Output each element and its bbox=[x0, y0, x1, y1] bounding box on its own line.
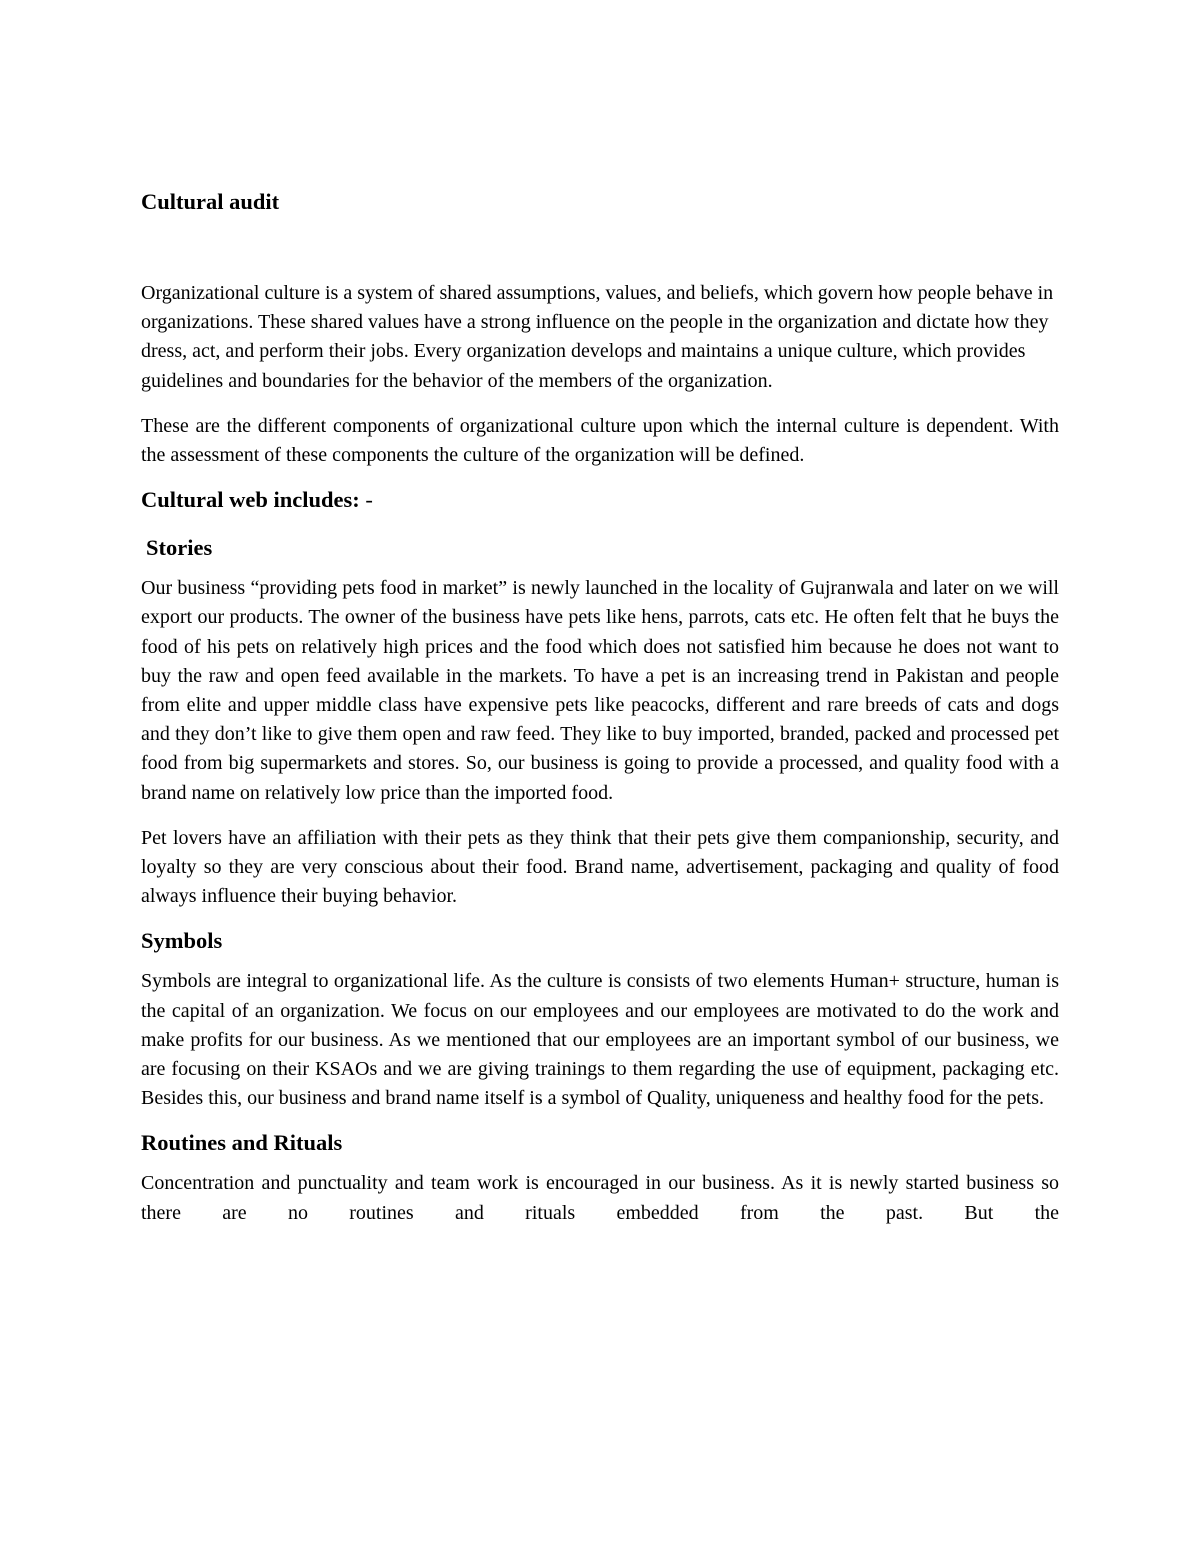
cultural-web-heading-suffix: - bbox=[359, 487, 373, 513]
routines-heading: Routines and Rituals bbox=[141, 1130, 343, 1156]
document-title: Cultural audit bbox=[141, 189, 280, 214]
cultural-web-heading bbox=[141, 484, 1059, 516]
cultural-web-heading-text: Cultural web includes: bbox=[141, 487, 360, 513]
stories-paragraph-2: Pet lovers have an affiliation with their pets as they think that their pets give them companionship, security, and loyalty so they are very conscious about their food. Brand name, advertisement, packaging and quality of food always influence their buying behavior. bbox=[141, 826, 1059, 908]
symbols-heading: Symbols bbox=[141, 928, 223, 954]
intro-paragraph-2: These are the different components of organizational culture upon which the internal culture is dependent. With the assessment of these components the culture of the organization will be defined. bbox=[141, 414, 1059, 467]
symbols-paragraph-1: Symbols are integral to organizational life. As the culture is consists of two elements Human+ structure, human is the capital of an organization. We focus on our employees and our employees are motivated to do the work and make profits for our business. As we mentioned that our employees are an important symbol of our business, we are focusing on their KSAOs and we are giving trainings to them regarding the use of equipment, packaging etc. Besides this, our business and brand name itself is a symbol of Quality, uniqueness and healthy food for the pets. bbox=[141, 970, 1059, 1110]
document-body bbox=[141, 186, 1059, 1228]
stories-heading: Stories bbox=[146, 535, 213, 561]
intro-paragraph-1: Organizational culture is a system of shared assumptions, values, and beliefs, which govern how people behave in organizations. These shared values have a strong influence on the people in the organization and dictate how they dress, act, and perform their jobs. Every organization develops and maintains a unique culture, which provides guidelines and boundaries for the behavior of the members of the organization. bbox=[141, 282, 1054, 392]
routines-paragraph-1: Concentration and punctuality and team work is encouraged in our business. As it is newly started business so there are no routines and rituals embedded from the past. But the bbox=[141, 1172, 1059, 1224]
stories-paragraph-1: Our business “providing pets food in market” is newly launched in the locality of Gujranwala and later on we will export our products. The owner of the business have pets like hens, parrots, cats etc. He often felt that he buys the food of his pets on relatively high prices and the food which does not satisfied him because he does not want to buy the raw and open feed available in the markets. To have a pet is an increasing trend in Pakistan and people from elite and upper middle class have expensive pets like peacocks, different and rare breeds of cats and dogs and they don’t like to give them open and raw feed. They like to buy imported, branded, packed and processed pet food from big supermarkets and stores. So, our business is going to provide a processed, and quality food with a brand name on relatively low price than the imported food. bbox=[141, 577, 1059, 804]
